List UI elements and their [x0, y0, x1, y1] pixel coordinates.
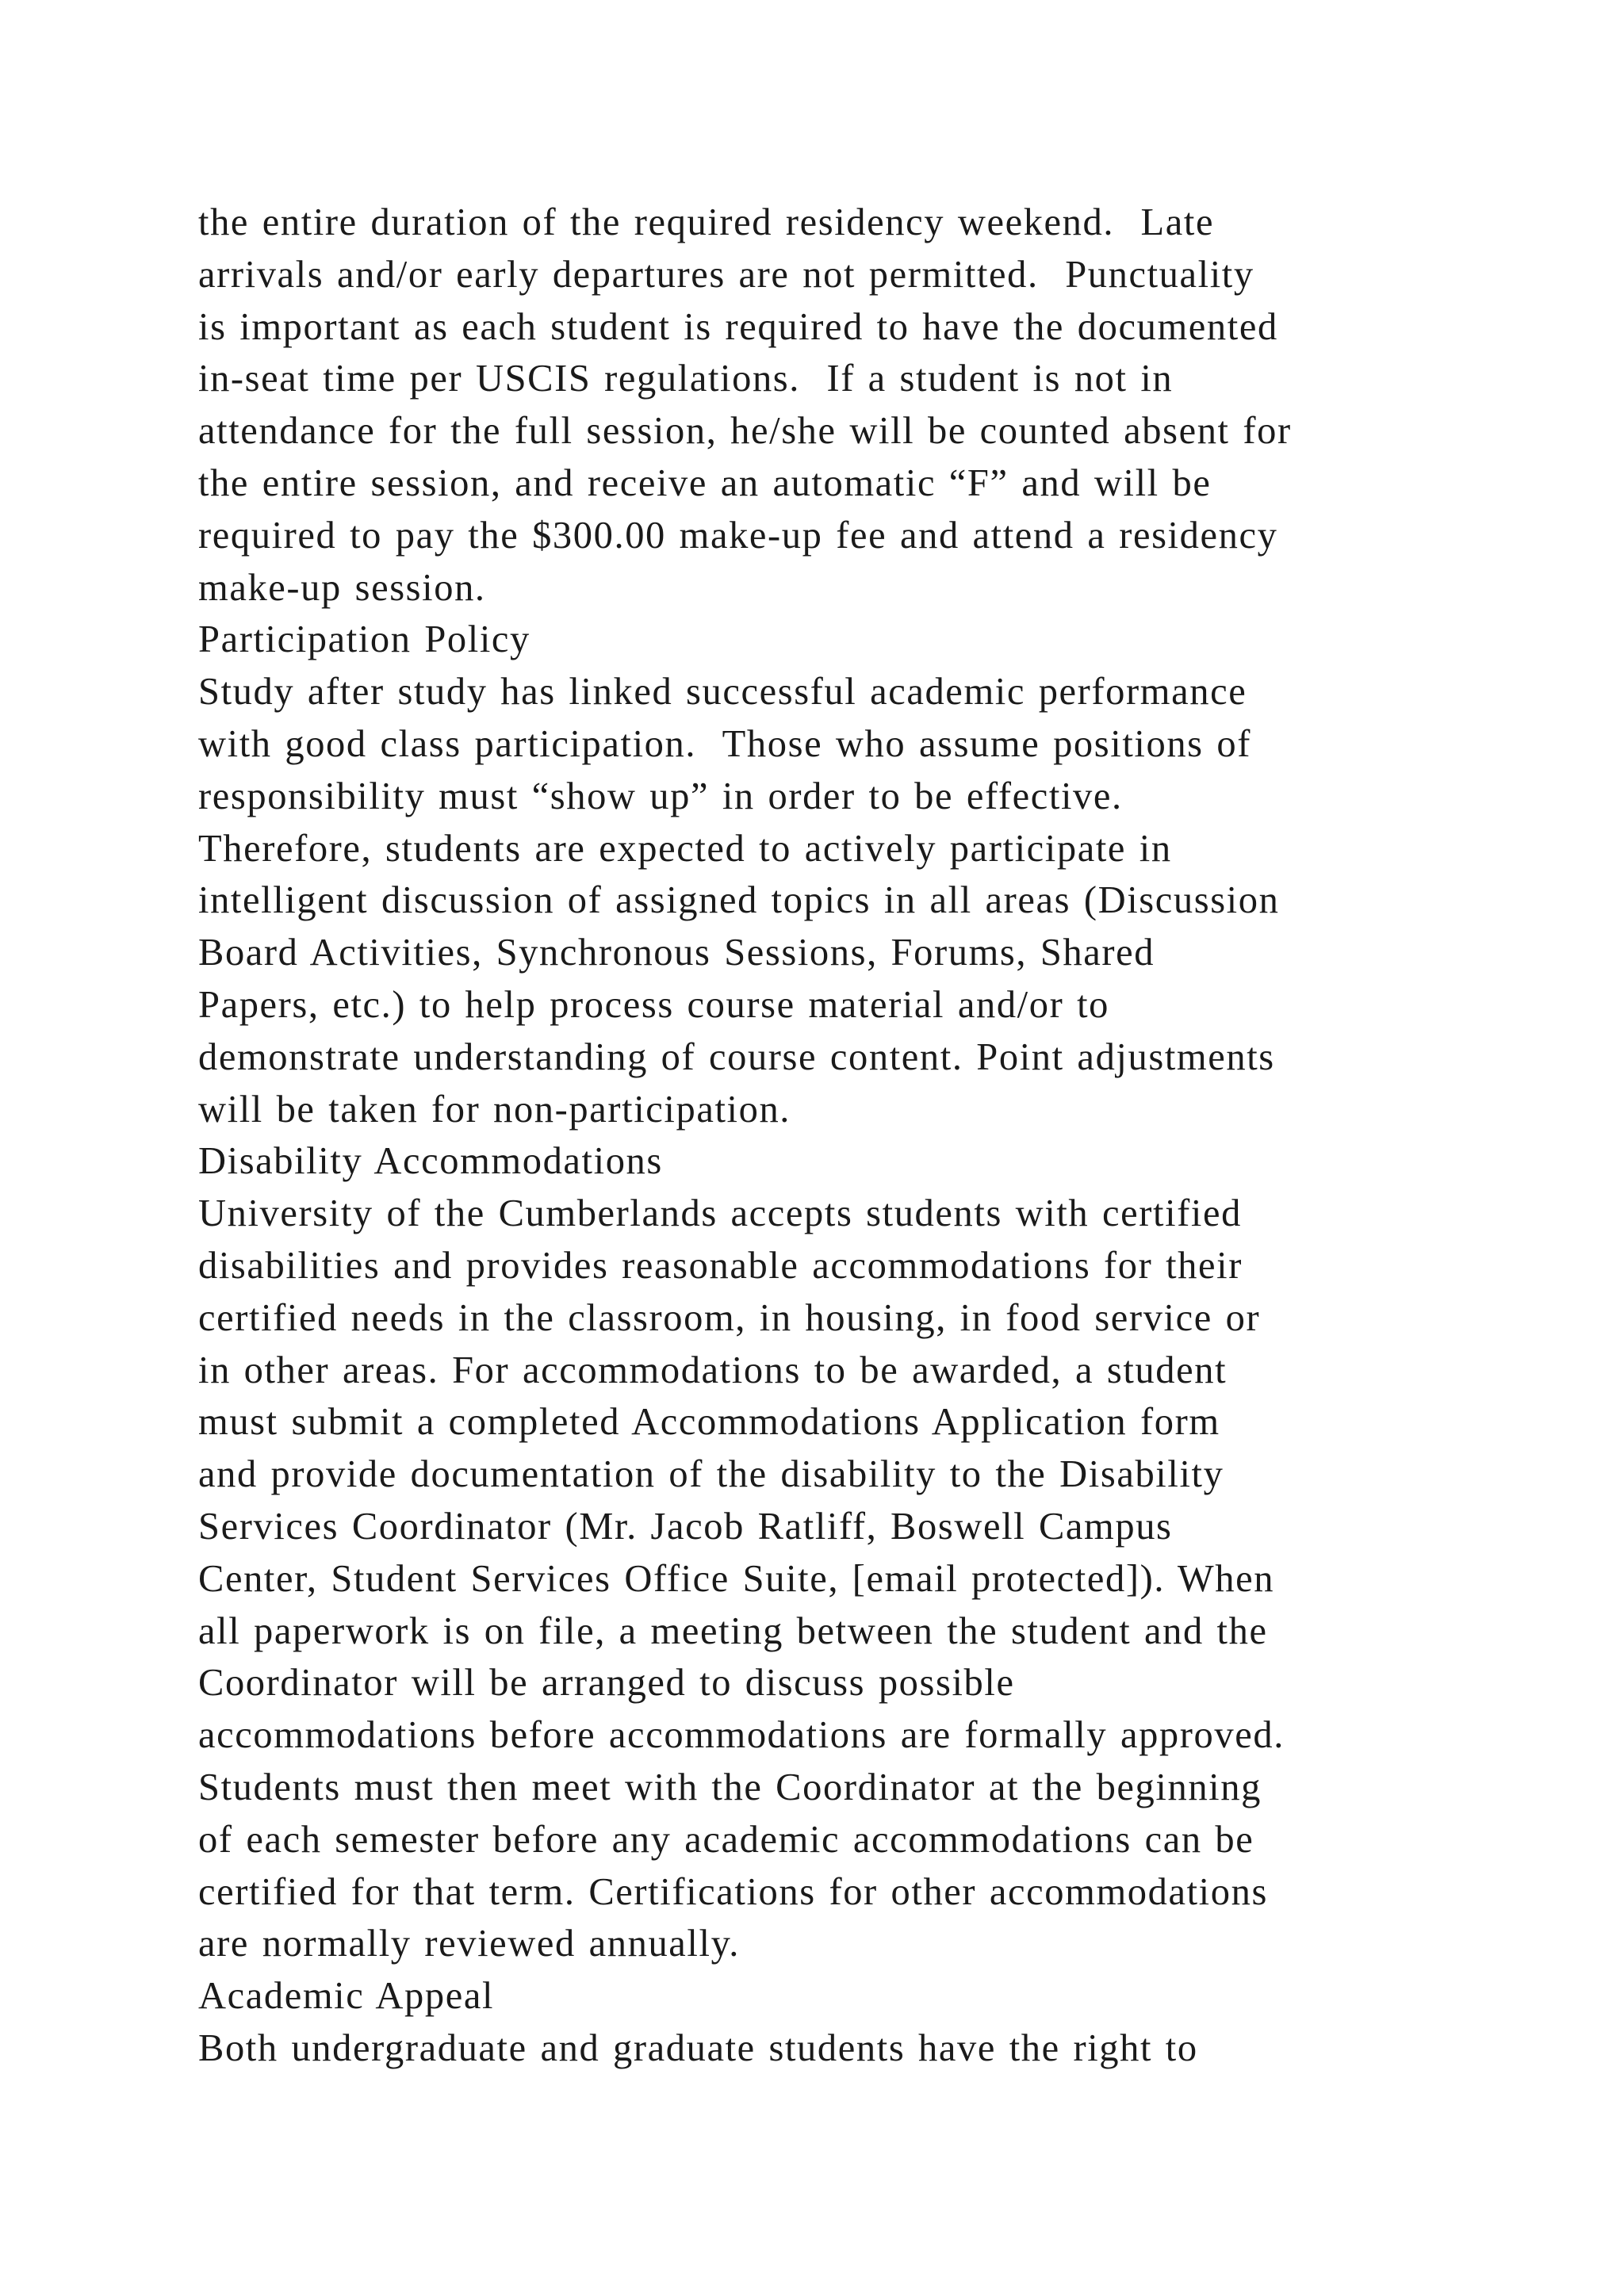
- body-line: intelligent discussion of assigned topics in all areas (Discussion: [198, 879, 1280, 922]
- body-line: certified for that term. Certifications for other accommodations: [198, 1870, 1268, 1913]
- body-line: make-up session.: [198, 566, 486, 609]
- body-line: Coordinator will be arranged to discuss possible: [198, 1662, 1015, 1705]
- section-heading-participation-policy: Participation Policy: [198, 618, 530, 661]
- body-line: the entire session, and receive an automatic “F” and will be: [198, 461, 1212, 504]
- body-line: is important as each student is required to have the documented: [198, 305, 1278, 348]
- body-line: Center, Student Services Office Suite, [email protected]). When: [198, 1557, 1275, 1600]
- section-heading-disability-accommodations: Disability Accommodations: [198, 1140, 663, 1183]
- body-line: responsibility must “show up” in order to be effective.: [198, 775, 1123, 817]
- body-line: all paperwork is on file, a meeting between the student and the: [198, 1609, 1268, 1652]
- document-body: [198, 197, 1467, 2075]
- body-line: University of the Cumberlands accepts students with certified: [198, 1192, 1242, 1235]
- body-line: certified needs in the classroom, in housing, in food service or: [198, 1296, 1261, 1339]
- body-line: required to pay the $300.00 make-up fee and attend a residency: [198, 514, 1278, 557]
- body-line: Papers, etc.) to help process course material and/or to: [198, 983, 1109, 1026]
- body-line: Board Activities, Synchronous Sessions, Forums, Shared: [198, 932, 1155, 974]
- body-line: must submit a completed Accommodations Application form: [198, 1401, 1220, 1444]
- body-line: in-seat time per USCIS regulations. If a student is not in: [198, 358, 1174, 400]
- body-line: disabilities and provides reasonable accommodations for their: [198, 1244, 1243, 1287]
- section-heading-academic-appeal: Academic Appeal: [198, 1975, 495, 2018]
- body-line: in other areas. For accommodations to be awarded, a student: [198, 1349, 1228, 1391]
- body-line: Therefore, students are expected to actively participate in: [198, 827, 1172, 870]
- body-line: Students must then meet with the Coordinator at the beginning: [198, 1766, 1262, 1808]
- body-line: and provide documentation of the disability to the Disability: [198, 1453, 1224, 1496]
- body-line: demonstrate understanding of course content. Point adjustments: [198, 1035, 1275, 1078]
- body-line: the entire duration of the required residency weekend. Late: [198, 201, 1215, 243]
- body-line: arrivals and/or early departures are not permitted. Punctuality: [198, 253, 1254, 296]
- body-line: of each semester before any academic accommodations can be: [198, 1818, 1254, 1861]
- body-line: with good class participation. Those who assume positions of: [198, 722, 1251, 765]
- body-line: will be taken for non-participation.: [198, 1088, 791, 1131]
- body-line: are normally reviewed annually.: [198, 1923, 740, 1965]
- body-line: attendance for the full session, he/she will be counted absent for: [198, 410, 1292, 453]
- body-line: Services Coordinator (Mr. Jacob Ratliff, Boswell Campus: [198, 1505, 1173, 1548]
- body-line: Study after study has linked successful academic performance: [198, 671, 1247, 714]
- body-line: accommodations before accommodations are formally approved.: [198, 1714, 1285, 1757]
- body-line: Both undergraduate and graduate students have the right to: [198, 2026, 1198, 2069]
